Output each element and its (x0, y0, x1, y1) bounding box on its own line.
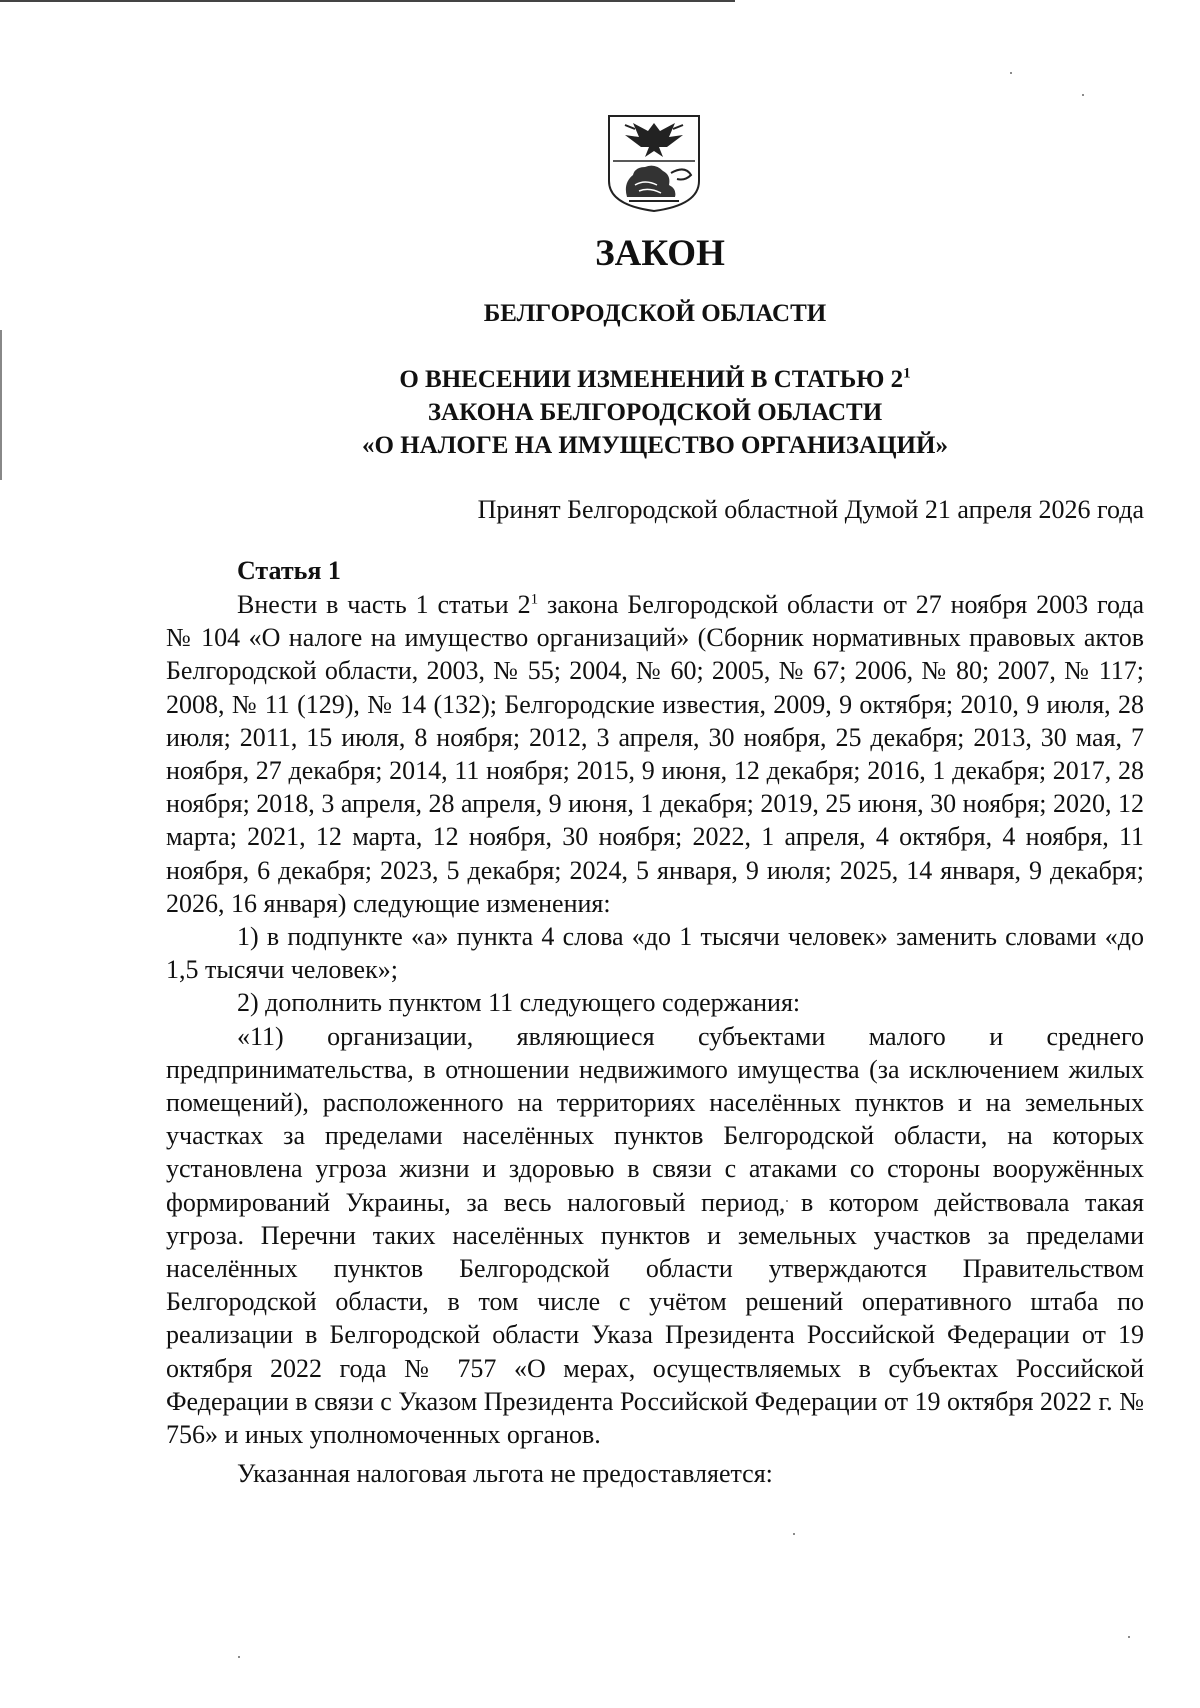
article-body (166, 588, 1144, 1490)
paragraph-item-2-text: «11) организации, являющиеся субъектами малого и среднего предпринимательства, в отношении недвижимого имущества (за исключением жилых помещений), расположенного на территориях населённых пунктов и на земельных участках за пределами населённых пунктов Белгородской области, на которых установлена угроза жизни и здоровью в связи с атаками со стороны вооружённых формирований Украины, за весь налоговый период, в котором действовала такая угроза. Перечни таких населённых пунктов и земельных участков за пределами населённых пунктов Белгородской области утверждаются Правительством Белгородской области, в том числе с учётом решений оперативного штаба по реализации в Белгородской области Указа Президента Российской Федерации от 19 октября 2022 года № 757 «О мерах, осуществляемых в субъектах Российской Федерации в связи с Указом Президента Российской Федерации от 19 октября 2022 г. № 756» и иных уполномоченных органов. (166, 1021, 1144, 1450)
paragraph-text: Внести в часть 1 статьи 2 (237, 590, 531, 619)
scan-edge-line (0, 0, 735, 2)
document-subtitle-line3: «О НАЛОГЕ НА ИМУЩЕСТВО ОРГАНИЗАЦИЙ» (362, 432, 948, 459)
adoption-note: Принят Белгородской областной Думой 21 апреля 2026 года (477, 495, 1144, 524)
scan-edge-line-left (0, 330, 2, 480)
document-subtitle-line2: ЗАКОНА БЕЛГОРОДСКОЙ ОБЛАСТИ (427, 399, 883, 426)
subtitle-superscript: 1 (903, 365, 911, 382)
document-subtitle-line1 (55, 363, 1200, 396)
paragraph-amendment-intro (166, 588, 1144, 920)
document-region: БЕЛГОРОДСКОЙ ОБЛАСТИ (483, 300, 827, 327)
paragraph-item-2: 2) дополнить пунктом 11 следующего содержания: (237, 988, 801, 1018)
document-title: ЗАКОН (595, 233, 725, 274)
paragraph-item-1: 1) в подпункте «а» пункта 4 слова «до 1 тысячи человек» заменить словами «до 1,5 тысячи человек»; (166, 922, 1144, 985)
article-heading: Статья 1 (237, 556, 341, 585)
paragraph-note: Указанная налоговая льгота не предоставляется: (237, 1459, 773, 1489)
subtitle-line1-text: О ВНЕСЕНИИ ИЗМЕНЕНИЙ В СТАТЬЮ 2 (399, 366, 904, 393)
paragraph-superscript: 1 (530, 591, 539, 608)
paragraph-text-cont: закона Белгородской области от 27 ноября 2003 года № 104 «О налоге на имущество организаций» (Сборник нормативных правовых актов Белгородской области, 2003, № 55; 2004, № 60; 2005, № 67; 2006, № 80; 2007, № 117; 2008, № 11 (129), № 14 (132); Белгородские известия, 2009, 9 октября; 2010, 9 июля, 28 июля; 2011, 15 июля, 8 ноября; 2012, 3 апреля, 30 ноября, 25 декабря; 2013, 30 мая, 7 ноября, 27 декабря; 2014, 11 ноября; 2015, 9 июня, 12 декабря; 2016, 1 декабря; 2017, 28 ноября; 2018, 3 апреля, 28 апреля, 9 июня, 1 декабря; 2019, 25 июня, 30 ноября; 2020, 12 марта; 2021, 12 марта, 12 ноября, 30 ноября; 2022, 1 апреля, 4 октября, 4 ноября, 11 ноября, 6 декабря; 2023, 5 декабря; 2024, 5 января, 9 июля; 2025, 14 января, 9 декабря; 2026, 16 января) следующие изменения: (166, 590, 1144, 918)
coat-of-arms-emblem (605, 113, 703, 213)
